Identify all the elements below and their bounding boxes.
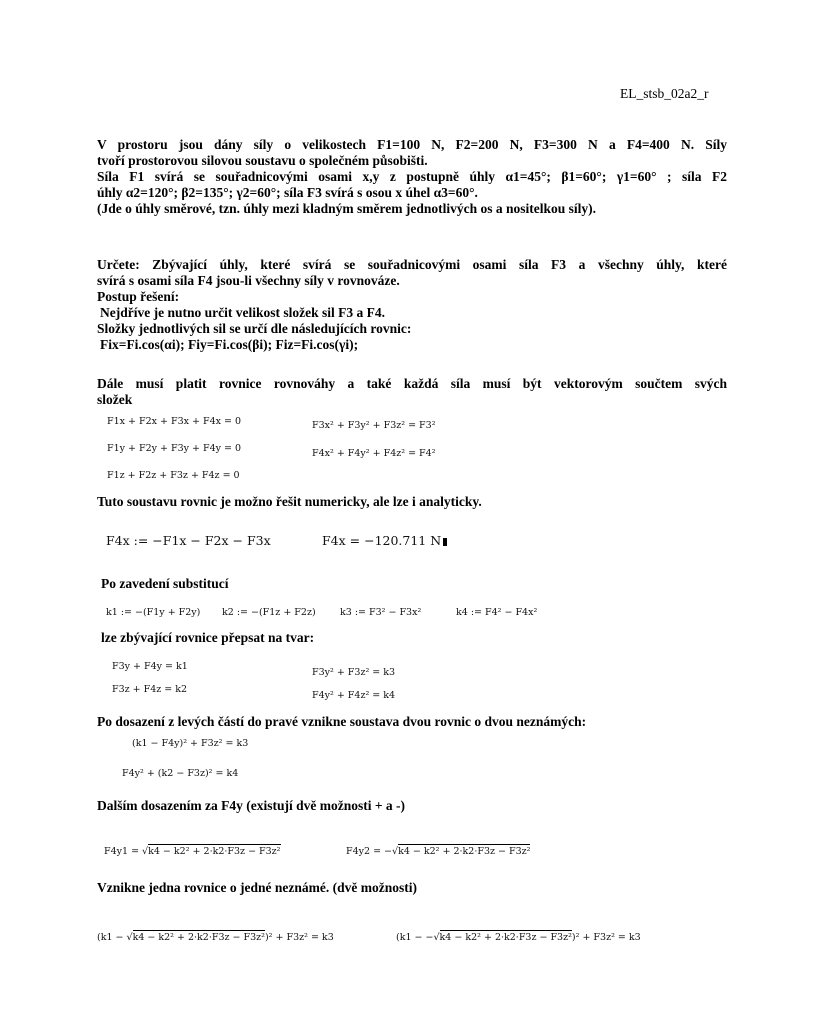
step-1: Nejdříve je nutno určit velikost složek sil F3 a F4. — [100, 305, 385, 320]
f4y2-radical: k4 − k2² + 2·k2·F3z − F3z² — [398, 846, 531, 857]
k1-definition: k1 := −(F1y + F2y) — [106, 607, 201, 618]
rewritten-eq-3: F3y² + F3z² = k3 — [312, 667, 396, 678]
numeric-text: Tuto soustavu rovnic je možno řešit numericky, ale lze i analyticky. — [97, 494, 482, 509]
intro-line-4: úhly α2=120°; β2=135°; γ2=60°; síla F3 svírá s osou x úhel α3=60°. — [97, 185, 478, 200]
k3-definition: k3 := F3² − F3x² — [340, 607, 422, 618]
final-text: Vznikne jedna rovnice o jedné neznámé. (dvě možnosti) — [97, 880, 417, 895]
subst-text-2: lze zbývající rovnice přepsat na tvar: — [101, 630, 315, 645]
task-line-2: svírá s osami síla F4 jsou-li všechny síly v rovnováze. — [97, 273, 400, 288]
intro-paragraph — [97, 137, 727, 217]
step-3: Fix=Fi.cos(αi); Fiy=Fi.cos(βi); Fiz=Fi.cos(γi); — [100, 337, 359, 352]
subst-text: Po zavedení substitucí — [101, 576, 229, 591]
f4x-definition: F4x := −F1x − F2x − F3x — [106, 533, 271, 548]
dosazeni-text: Po dosazení z levých částí do pravé vznikne soustava dvou rovnic o dvou neznámých: — [97, 714, 587, 729]
equilibrium-line-2: složek — [97, 392, 133, 407]
k2-definition: k2 := −(F1z + F2z) — [222, 607, 316, 618]
f4y1-radical: k4 − k2² + 2·k2·F3z − F3z² — [148, 846, 281, 857]
intro-line-2: tvoří prostorovou silovou soustavu o společném působišti. — [97, 153, 428, 168]
intro-line-3: Síla F1 svírá se souřadnicovými osami x,y z postupně úhly α1=45°; β1=60°; γ1=60° ; síla F2 — [97, 169, 727, 184]
final-equation-2: (k1 − −√k4 − k2² + 2·k2·F3z − F3z²)² + F3z² = k3 — [396, 932, 641, 943]
task-paragraph — [97, 257, 727, 353]
system-eq-1: (k1 − F4y)² + F3z² = k3 — [132, 738, 249, 749]
equilibrium-line-1: Dále musí platit rovnice rovnováhy a také každá síla musí být vektorovým součtem svých — [97, 376, 727, 391]
step-2: Složky jednotlivých sil se určí dle následujících rovnic: — [97, 321, 412, 336]
dalsi-text: Dalším dosazením za F4y (existují dvě možnosti + a -) — [97, 798, 406, 813]
intro-line-5: (Jde o úhly směrové, tzn. úhly mezi kladným směrem jednotlivých os a nositelkou síly). — [97, 201, 597, 216]
final-equation-1: (k1 − √k4 − k2² + 2·k2·F3z − F3z²)² + F3z² = k3 — [97, 932, 334, 943]
rewritten-eq-4: F4y² + F4z² = k4 — [312, 690, 396, 701]
equation-f3-magnitude: F3x² + F3y² + F3z² = F3² — [312, 420, 436, 431]
system-eq-2: F4y² + (k2 − F3z)² = k4 — [122, 768, 239, 779]
postup-heading: Postup řešení: — [97, 289, 180, 304]
equation-sum-y: F1y + F2y + F3y + F4y = 0 — [107, 443, 242, 454]
rewritten-eq-1: F3y + F4y = k1 — [112, 661, 188, 672]
f4y2-equation: F4y2 = −√k4 − k2² + 2·k2·F3z − F3z² — [346, 846, 531, 857]
rewritten-eq-2: F3z + F4z = k2 — [112, 684, 188, 695]
equation-f4-magnitude: F4x² + F4y² + F4z² = F4² — [312, 448, 436, 459]
equation-sum-z: F1z + F2z + F3z + F4z = 0 — [107, 470, 240, 481]
task-label: Určete: — [97, 257, 140, 272]
task-line-1: Zbývající úhly, které svírá se souřadnicovými osami síla F3 a všechny úhly, které — [152, 257, 727, 272]
f4x-result: F4x = −120.711 N — [322, 533, 447, 548]
equation-sum-x: F1x + F2x + F3x + F4x = 0 — [107, 416, 242, 427]
cursor-mark — [443, 538, 447, 546]
f4y1-equation: F4y1 = √k4 − k2² + 2·k2·F3z − F3z² — [104, 846, 281, 857]
document-id: EL_stsb_02a2_r — [620, 86, 709, 101]
k4-definition: k4 := F4² − F4x² — [456, 607, 538, 618]
intro-line-1: V prostoru jsou dány síly o velikostech F1=100 N, F2=200 N, F3=300 N a F4=400 N. Síly — [97, 137, 727, 152]
equilibrium-paragraph — [97, 376, 727, 408]
